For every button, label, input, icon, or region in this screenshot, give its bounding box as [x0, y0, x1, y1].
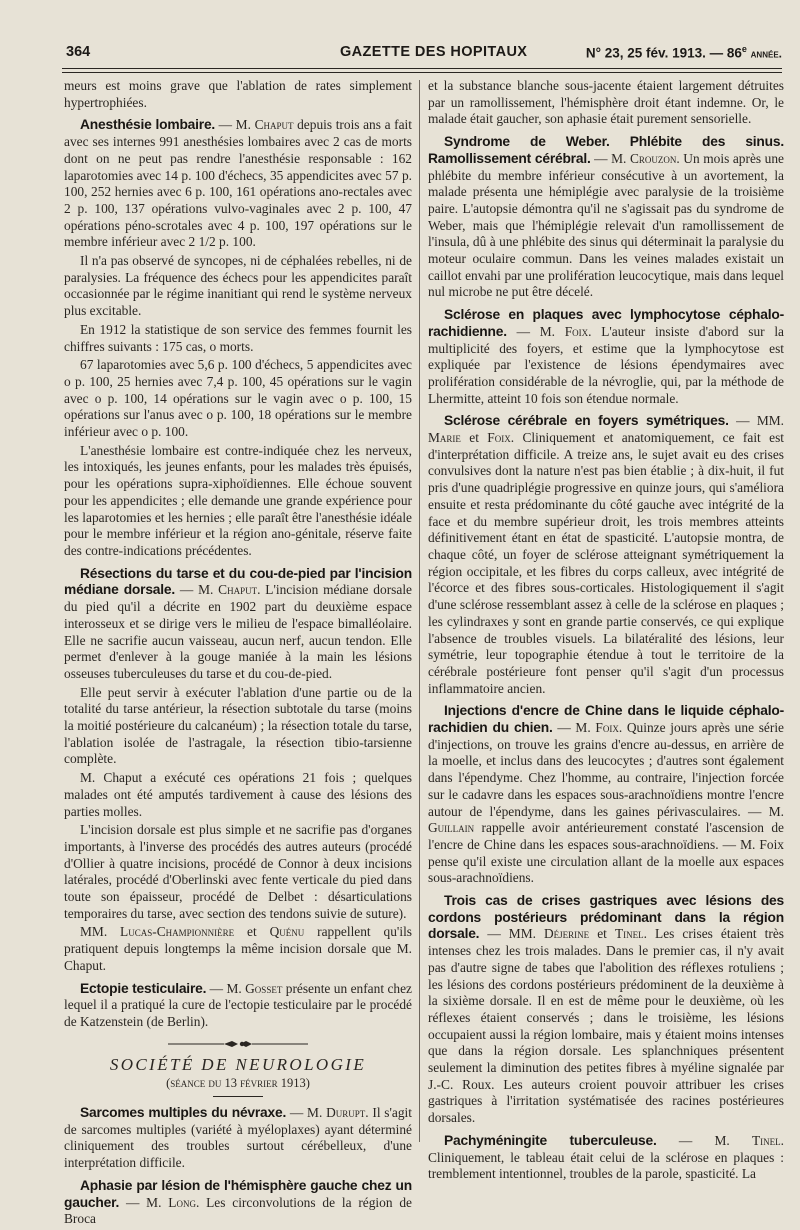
article-title: Sclérose en plaques avec lymphocytose céphalo-rachidienne. [428, 307, 784, 339]
author: Foix [595, 720, 619, 736]
article-crises-gastriques: Trois cas de crises gastriques avec lésions des cordons postérieurs prédominant dans la région dorsale. — MM. Déjerine et Tinel. Les crises étaient très intenses chez les trois malades. Dans le premier cas, il n'y avait pas d'autre signe de tabes que l'abolition des réflexes rotuliens ; les lésions des cordons postérieurs prédominent de la deuxième à la sixième dorsale. Il en est de même pour le deuxième, où les réflexes étaient conservés ; dans le troisième, les lésions occupaient aussi la région lombaire, mais y étaient moins intenses que dans la région dorsale. Les splanchniques présentent seulement la diminution des petites fibres à myéline signalée par J.-C. Roux. Les auteurs croient pouvoir attribuer les crises gastriques à l'irritation systématisée des racines postérieures dorsales. [428, 893, 784, 1126]
author: Tinel [751, 1132, 781, 1148]
article-pachymeningite: Pachyméningite tuberculeuse. — M. Tinel. Cliniquement, le tableau était celui de la sclérose en plaques : tremblement intentionnel, troubles de la parole, spasticité. La [428, 1132, 784, 1182]
column-separator [419, 80, 420, 1142]
page-number: 364 [66, 44, 91, 60]
author: Foix [564, 323, 589, 339]
article-sclerose-cerebrale: Sclérose cérébrale en foyers symétriques. — MM. Marie et Foix. Cliniquement et anatomiquement, ce fait est d'interprétation difficile. A treize ans, le sujet avait eu des crises convulsives dont la nature n'est pas bien établie ; à dix-huit, il fut pris d'une quadriplégie progressive en quinze jours, qui s'améliora ensuite et resta prédominante du côté gauche avec intégrité de la face et du membre supérieur droit, les trois membres atteints définitivement étant en état de spasticité. L'autopsie montra, de chaque côté, un foyer de sclérose atteignant symétriquement la région occipitale, et les fibres du corps calleux, avec intégrité de l'écorce et des fibres sous-corticales. Histologiquement il s'agit d'une sclérose ressemblant assez à celle de la sclérose en plaques ; les cylindraxes y sont en grande partie conservés, ce qui explique l'absence de troubles visuels. La bilatéralité des lésions, leur symétrie, leur topographie étendue à tout le territoire de la cérébrale postérieure font penser qu'il s'agit d'un processus inflammatoire ancien. [428, 413, 784, 696]
article-anesthesie-lombaire: Anesthésie lombaire. — M. Chaput depuis trois ans a fait avec ses internes 991 anesthésies lombaires avec 2 cas de morts dont on ne peut pas rendre l'anesthésie responsable : 162 laparotomies avec 14 p. 100 d'échecs, 35 appendicites avec 57 p. 100, 252 hernies avec 6 p. 100, 161 opérations ano-rectales avec 2 p. 100, 137 opérations vulvo-vaginales avec 2 p. 100, 47 opérations péno-scrotales avec 4 p. 100, 197 opérations sur le membre inférieur avec 2 1/2 p. 100. [64, 117, 412, 250]
article-title: Trois cas de crises gastriques avec lésions des cordons postérieurs prédominant dans la région dorsale. [428, 893, 784, 942]
article-title: Ectopie testiculaire. [80, 980, 207, 996]
issue-info: N° 23, 25 fév. 1913. — 86e année. [585, 44, 782, 61]
author: Chaput [218, 582, 258, 598]
author: Durupt [326, 1105, 366, 1121]
journal-title: GAZETTE DES HOPITAUX [340, 44, 528, 60]
article-injections-encre: Injections d'encre de Chine dans le liquide céphalo-rachidien du chien. — M. Foix. Quinze jours après une série d'injections, on trouve les grains d'encre au-dessus, en arrière de la moelle, et inclus dans des leucocytes ; d'autres sont également dans l'épendyme. Chez l'homme, au contraire, l'injection forcée sur le cadavre dans les espaces sous-arachnoïdiens montre l'encre autour de l'épendyme, dans les gaines périvasculaires. — M. Guillain rappelle avoir antérieurement constaté l'ascension de l'encre de Chine dans les espaces sous-arachnoïdiens. — M. Foix pense qu'il existe une circulation allant de la moelle aux espaces sous-arachnoïdiens. [428, 703, 784, 886]
author: Long [168, 1194, 196, 1210]
section-title: SOCIÉTÉ DE NEUROLOGIE [109, 1054, 367, 1074]
article-title: Syndrome de Weber. Phlébite des sinus. Ramollissement cérébral. [428, 134, 784, 166]
paragraph: Il n'a pas observé de syncopes, ni de céphalées rebelles, ni de paralysies. La fréquence des échecs pour les appendicites paraît occasionnée par le régime inanitiant qui rend le système nerveux plus excitable. [64, 253, 412, 319]
article-title: Anesthésie lombaire. [80, 117, 216, 133]
paragraph: M. Chaput a exécuté ces opérations 21 fois ; quelques malades ont été amputés tardivement à cause des lésions des parties molles. [64, 770, 412, 819]
paragraph: L'incision dorsale est plus simple et ne sacrifie pas d'organes importants, à l'inverse des procédés des autres auteurs (procédé d'Ollier à quatre incisions, procédé de Connor à deux incisions latérales, procédé d'Oberlinski avec fente verticale du pied dans toute son épaisseur, procédé de Delbet : désarticulations temporaires du tarse, avec section des tendons suivie de suture). [64, 822, 412, 921]
paragraph: Elle peut servir à exécuter l'ablation d'une partie ou de la totalité du tarse antérieur, la résection subtotale du tarse (moins la moitié postérieure du calcanéum) ; la résection totale du tarse, l'ablation isolée de l'astragale, la résection tibio-tarsienne complète. [64, 684, 412, 767]
article-aphasie: Aphasie par lésion de l'hémisphère gauche chez un gaucher. — M. Long. Les circonvolutions de la région de Broca [64, 1177, 412, 1227]
paragraph: et la substance blanche sous-jacente étaient largement détruites par un ramollissement, l'hémisphère droit étant indemne. Or, le malade était gaucher, son aphasie était purement sensorielle. [428, 78, 784, 127]
article-title: Sarcomes multiples du névraxe. [80, 1105, 287, 1121]
article-title: Aphasie par lésion de l'hémisphère gauche chez un gaucher. [64, 1177, 412, 1210]
author: Chaput [254, 117, 294, 133]
article-title: Sclérose cérébrale en foyers symétriques. [444, 413, 729, 429]
session-date: (séance du 13 février 1913) [166, 1076, 310, 1091]
author: Foix [487, 430, 511, 446]
short-rule [213, 1096, 263, 1097]
author: Tinel [614, 926, 644, 942]
paragraph: meurs est moins grave que l'ablation de rates simplement hypertrophiées. [64, 78, 412, 110]
paragraph: L'anesthésie lombaire est contre-indiquée chez les nerveux, les intoxiqués, les jeunes enfants, pour les malades très épuisés, pour les opérations supra-xiphoïdiennes. Elle échoue souvent pour les appendicites ; elle demande une grande expérience pour les laparotomies et les hernies ; elle paraît être l'anesthésie idéale pour le membre inférieur et la région ano-génitale, réserve faite des contre-indications précédentes. [64, 442, 412, 558]
article-title: Résections du tarse et du cou-de-pied par l'incision médiane dorsale. [64, 565, 412, 598]
paragraph: 67 laparotomies avec 5,6 p. 100 d'échecs, 5 appendicites avec o p. 100, 25 hernies avec 7,4 p. 100, 45 opérations sur le vagin avec o p. 100, 14 opérations sur le vagin avec o p. 100, 15 opérations sur l'anus avec o p. 100, 18 opérations sur le membre inférieur avec o p. 100. [64, 357, 412, 440]
author: Guillain [428, 820, 475, 836]
left-column [64, 78, 412, 1230]
author: Marie [428, 430, 461, 446]
article-title: Pachyméningite tuberculeuse. [444, 1132, 657, 1148]
header-rule [62, 68, 782, 73]
right-column [428, 78, 784, 1185]
article-sclerose-plaques: Sclérose en plaques avec lymphocytose céphalo-rachidienne. — M. Foix. L'auteur insiste d'abord sur la multiplicité des foyers, et estime que la lymphocytose est expliquée par l'existence de lésions épendymaires avec prolifération considérable de la névroglie, qui, par la méthode de Lhermitte, atteint 10 fois son étendue normale. [428, 307, 784, 406]
article-title: Injections d'encre de Chine dans le liquide céphalo-rachidien du chien. [428, 703, 784, 736]
author: Déjerine [544, 926, 590, 942]
article-sarcomes-multiples: Sarcomes multiples du névraxe. — M. Durupt. Il s'agit de sarcomes multiples (variété à myéloplaxes) ayant déterminé cliniquement des troubles surtout cérébelleux, d'une interprétation difficile. [64, 1105, 412, 1171]
author: Gosset [245, 980, 283, 996]
article-resections-tarse: Résections du tarse et du cou-de-pied par l'incision médiane dorsale. — M. Chaput. L'incision médiane dorsale du pied qu'il a décrite en 1902 part du deuxième espace interosseux et se dirige vers le milieu de l'espace bimalléolaire. Elle ne sacrifie aucun vaisseau, aucun nerf, aucun tendon. Elle permet d'enlever à la gouge maniée à la main les lésions osseuses tuberculeuses du tarse et du cou-de-pied. [64, 565, 412, 681]
article-ectopie-testiculaire: Ectopie testiculaire. — M. Gosset présente un enfant chez lequel il a pratiqué la cure de l'ectopie testiculaire par le procédé de Katzenstein (de Berlin). [64, 980, 412, 1029]
article-syndrome-weber: Syndrome de Weber. Phlébite des sinus. Ramollissement cérébral. — M. Crouzon. Un mois après une phlébite du membre inférieur consécutive à un avortement, la malade présenta une hémiplégie avec paralysie de la troisième paire. L'autopsie démontra qu'il ne s'agissait pas du syndrome de Weber, mais que l'hémiplégie relevait d'un ramollissement de l'insula, dû à une phlébite des sinus qui déterminait la paralysie du moteur oculaire commun. Dans les veines malades existait un caillot envahi par une prolifération leucocytique, mais dans lequel nul microbe ne put être décelé. [428, 134, 784, 300]
paragraph: En 1912 la statistique de son service des femmes fournit les chiffres suivants : 175 cas, o morts. [64, 321, 412, 354]
ornament-divider [64, 1037, 412, 1051]
author: Crouzon [629, 150, 677, 166]
paragraph: MM. Lucas-Championnière et Quénu rappellent qu'ils pratiquent depuis longtemps la même incision dorsale que M. Chaput. [64, 924, 412, 973]
running-header [62, 42, 782, 64]
